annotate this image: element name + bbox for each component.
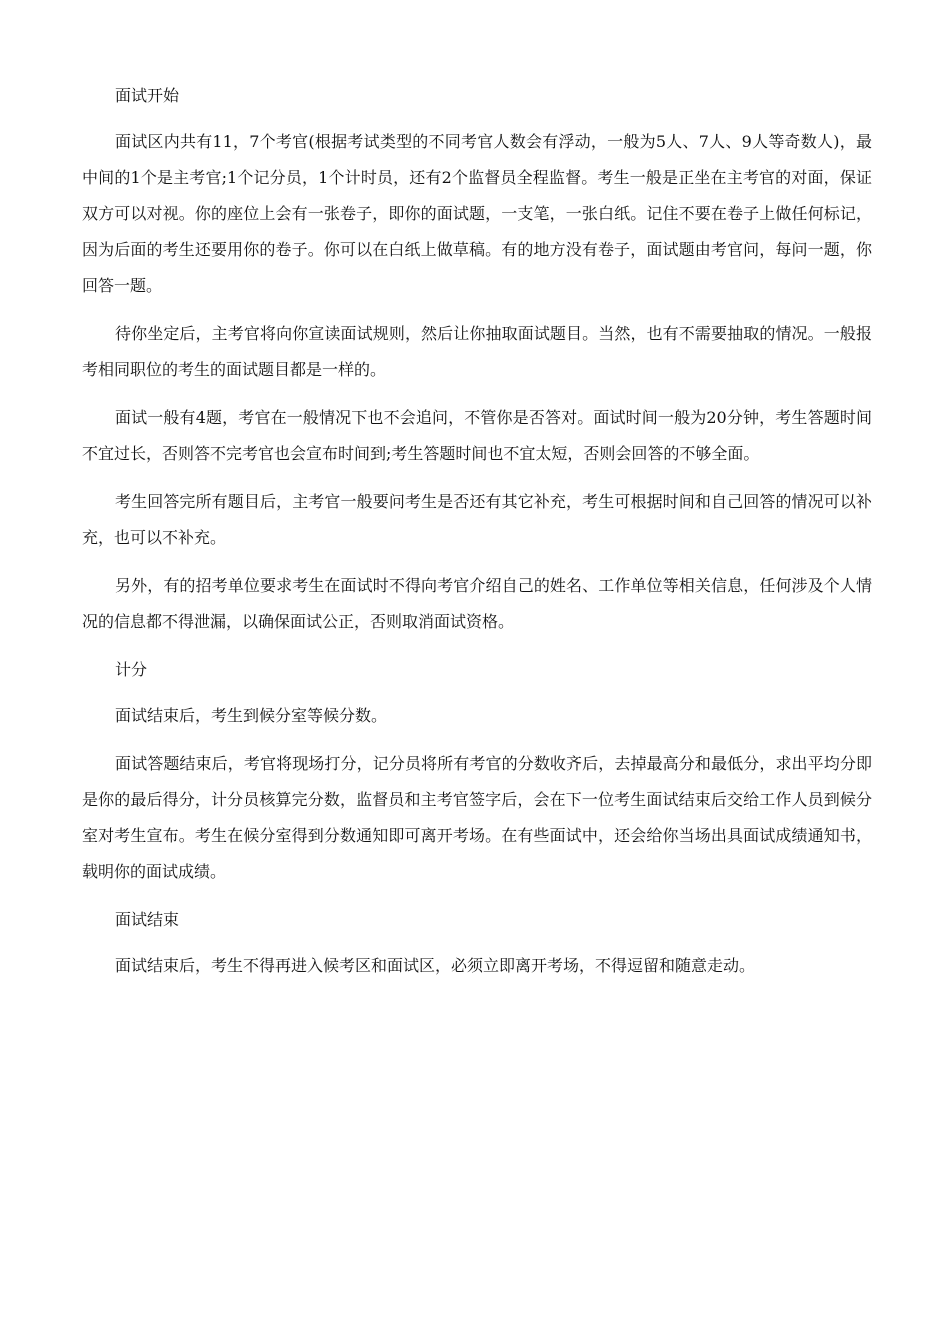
- paragraph-leave-venue: 面试结束后，考生不得再进入候考区和面试区，必须立即离开考场，不得逗留和随意走动。: [115, 956, 756, 975]
- paragraph-interview-rules: 待你坐定后，主考官将向你宣读面试规则，然后让你抽取面试题目。当然，也有不需要抽取的情况。一般报考相同职位的考生的面试题目都是一样的。: [82, 324, 872, 379]
- section-heading-interview-start: 面试开始: [115, 86, 180, 105]
- paragraph-supplement: 考生回答完所有题目后，主考官一般要问考生是否还有其它补充，考生可根据时间和自己回答的情况可以补充，也可以不补充。: [82, 492, 872, 547]
- paragraph-confidentiality: 另外，有的招考单位要求考生在面试时不得向考官介绍自己的姓名、工作单位等相关信息，任何涉及个人情况的信息都不得泄漏，以确保面试公正，否则取消面试资格。: [82, 576, 872, 631]
- section-heading-scoring: 计分: [115, 660, 148, 679]
- paragraph-question-count: 面试一般有4题，考官在一般情况下也不会追问，不管你是否答对。面试时间一般为20分钟，考生答题时间不宜过长，否则答不完考官也会宣布时间到;考生答题时间也不宜太短，否则会回答的不够全面。: [82, 408, 872, 463]
- paragraph-interview-room: 面试区内共有11，7个考官(根据考试类型的不同考官人数会有浮动，一般为5人、7人、9人等奇数人)，最中间的1个是主考官;1个记分员，1个计时员，还有2个监督员全程监督。考生一般是正坐在主考官的对面，保证双方可以对视。你的座位上会有一张卷子，即你的面试题，一支笔，一张白纸。记住不要在卷子上做任何标记，因为后面的考生还要用你的卷子。你可以在白纸上做草稿。有的地方没有卷子，面试题由考官问，每问一题，你回答一题。: [82, 132, 872, 295]
- section-heading-interview-end: 面试结束: [115, 910, 180, 929]
- paragraph-waiting-room: 面试结束后，考生到候分室等候分数。: [115, 706, 388, 725]
- paragraph-scoring-process: 面试答题结束后，考官将现场打分，记分员将所有考官的分数收齐后，去掉最高分和最低分，求出平均分即是你的最后得分，计分员核算完分数，监督员和主考官签字后，会在下一位考生面试结束后交给工作人员到候分室对考生宣布。考生在候分室得到分数通知即可离开考场。在有些面试中，还会给你当场出具面试成绩通知书，载明你的面试成绩。: [82, 754, 872, 881]
- document-body: [82, 78, 872, 996]
